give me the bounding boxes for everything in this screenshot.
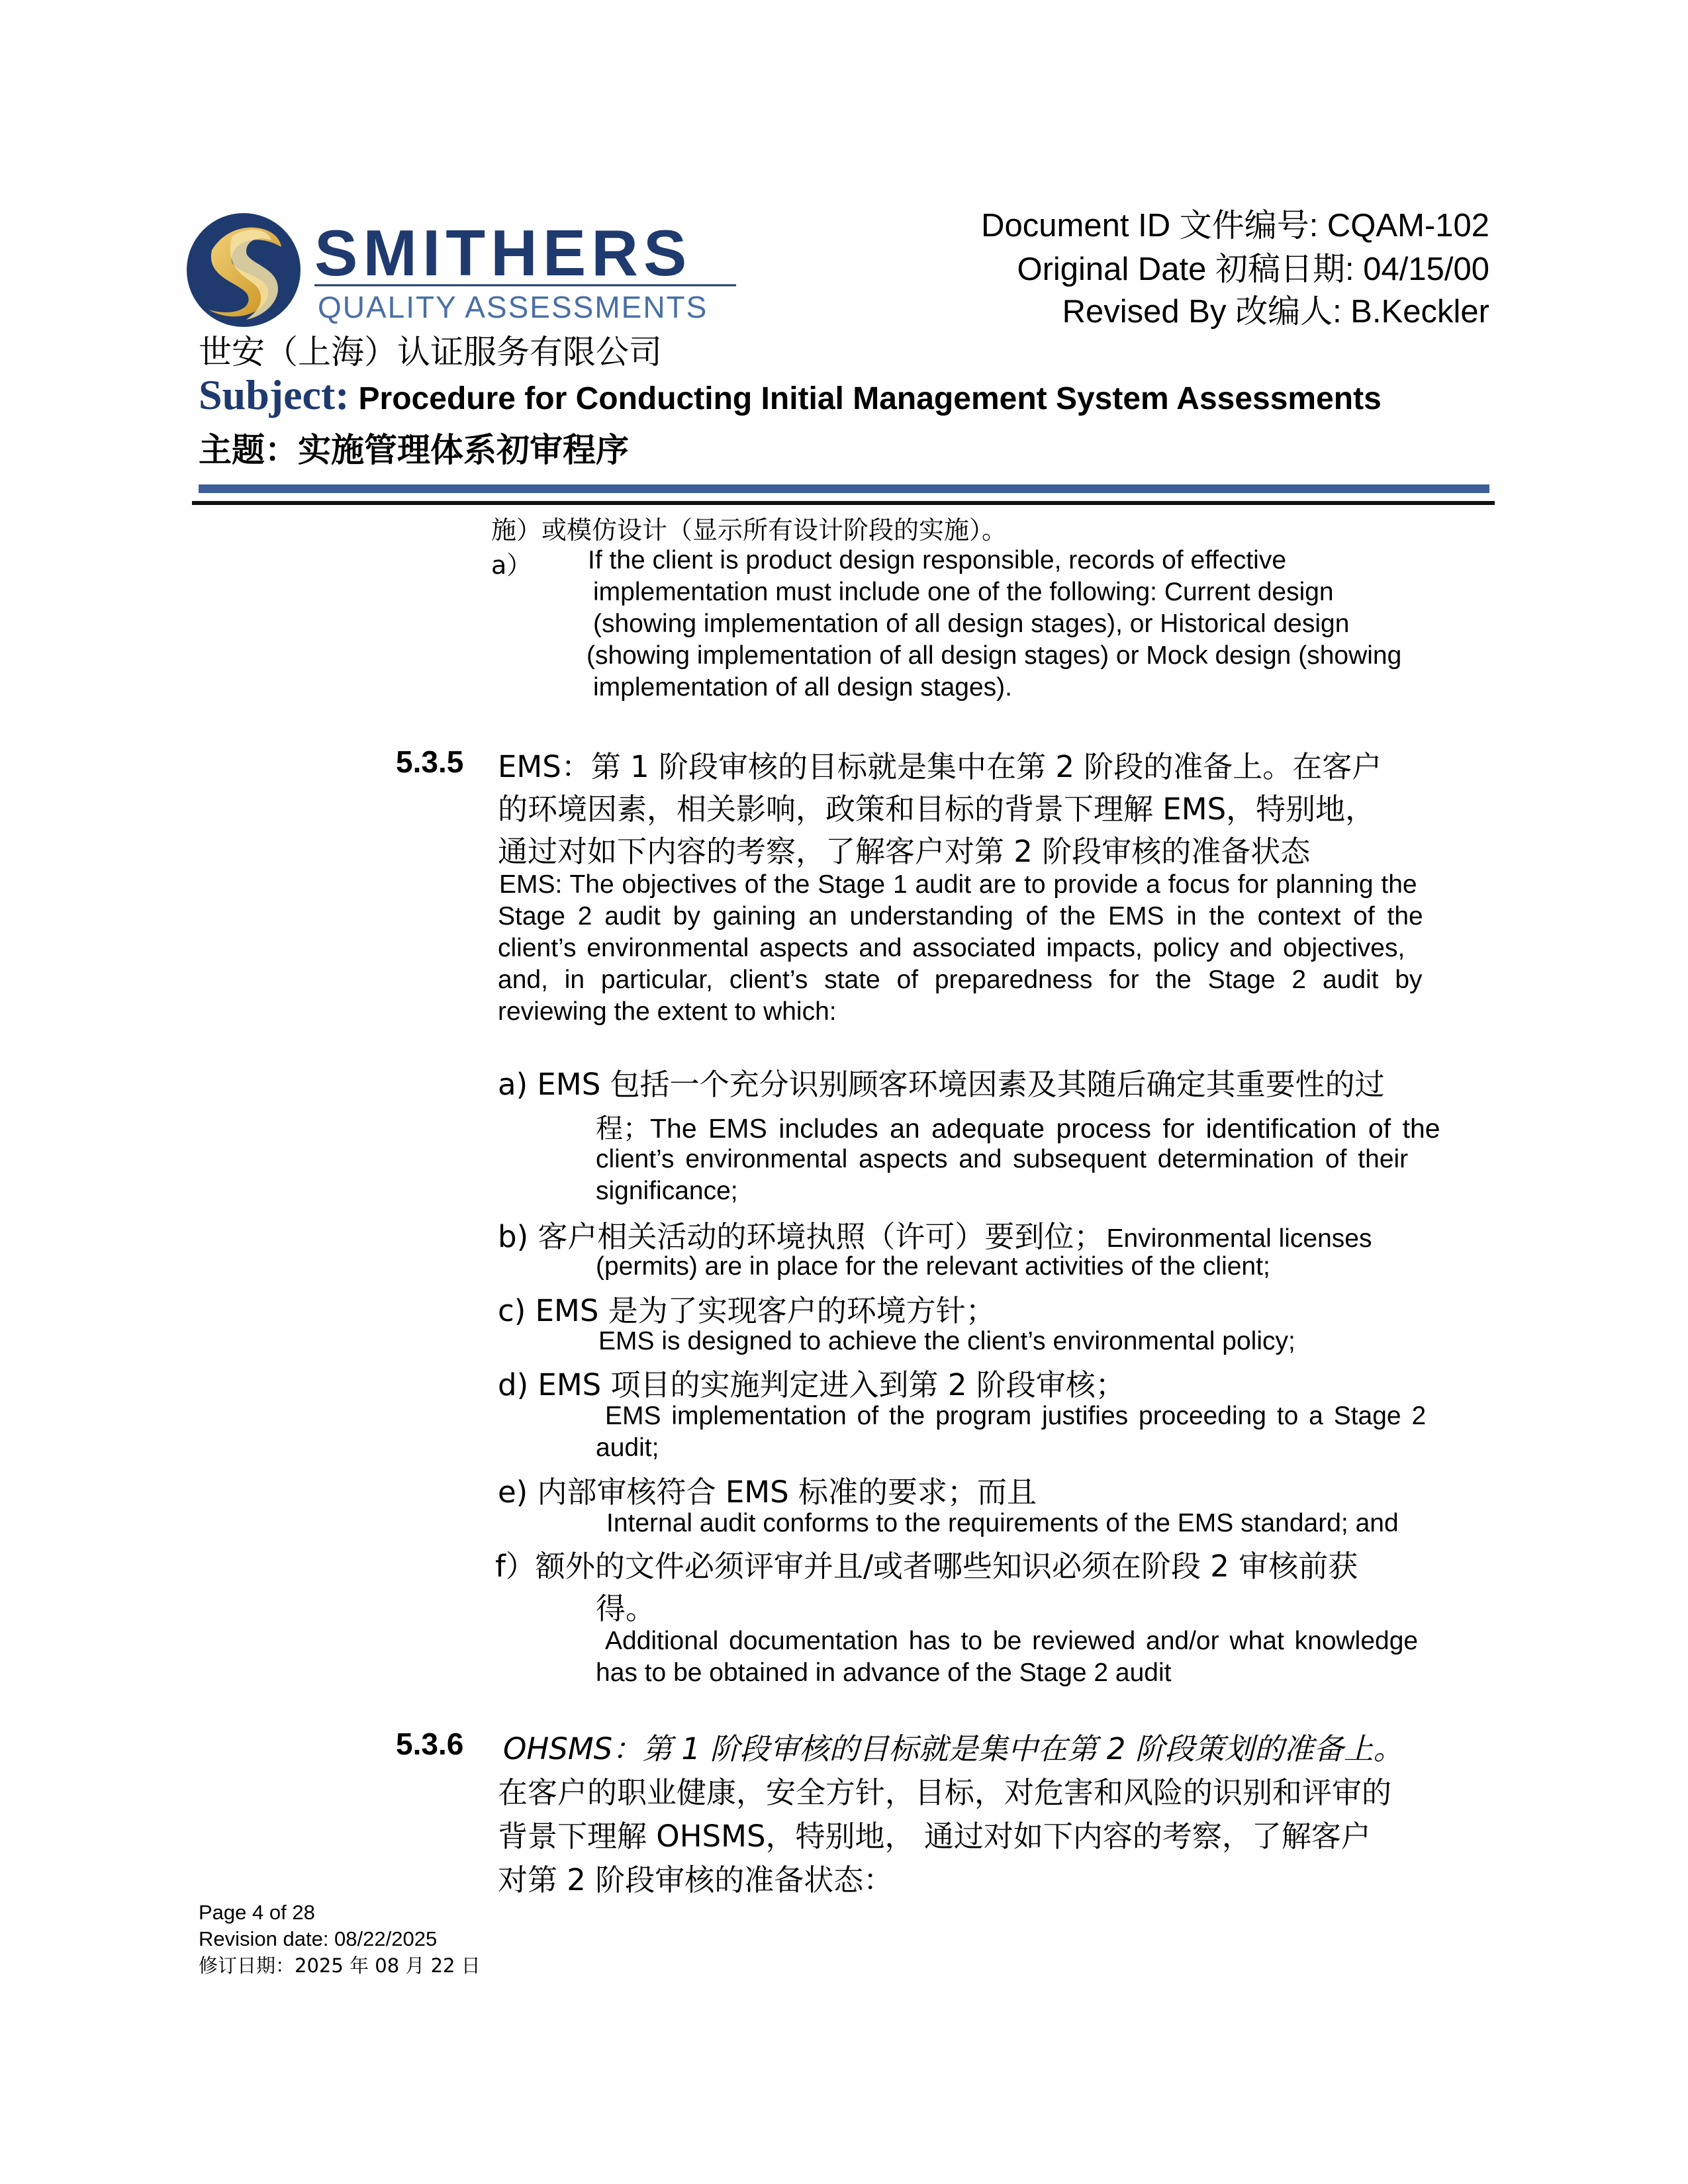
revision-date-cn: 修订日期：2025 年 08 月 22 日 <box>199 1954 481 1977</box>
section-number: 5.3.5 <box>396 745 464 779</box>
subject-title: Procedure for Conducting Initial Management System Assessments <box>358 381 1382 416</box>
subject-label: Subject: <box>199 371 350 418</box>
list-item-a: a) EMS 包括一个充分识别顾客环境因素及其随后确定其重要性的过 <box>498 1067 1385 1102</box>
list-item-f-line: Additional documentation has to be reviewed and/or what knowledge <box>605 1627 1419 1655</box>
continued-item-line: implementation must include one of the following: Current design <box>593 578 1334 606</box>
header-rule-black <box>192 501 1495 505</box>
list-item-e: e) 内部审核符合 EMS 标准的要求；而且 <box>498 1475 1037 1510</box>
list-item-d-line: audit; <box>596 1433 659 1462</box>
page-number: Page 4 of 28 <box>199 1901 315 1924</box>
list-item-c: c) EMS 是为了实现客户的环境方针； <box>498 1293 996 1328</box>
list-item-c-line: EMS is designed to achieve the client’s environmental policy; <box>598 1327 1295 1355</box>
subject-title-cn: 主题：实施管理体系初审程序 <box>199 431 629 469</box>
revision-date: Revision date: 08/22/2025 <box>199 1927 438 1950</box>
list-item-a-cn: 程； <box>596 1113 650 1144</box>
section-535-en-line: and, in particular, client’s state of preparedness for the Stage 2 audit by <box>498 966 1423 994</box>
list-item-b <box>498 1212 1372 1255</box>
section-535-cn-line: 的环境因素，相关影响，政策和目标的背景下理解 EMS，特别地， <box>498 792 1376 827</box>
continued-item-line: implementation of all design stages). <box>593 673 1013 702</box>
list-item-b-line: (permits) are in place for the relevant activities of the client; <box>596 1252 1270 1281</box>
list-item-f-line: 得。 <box>596 1591 656 1626</box>
list-item-e-line: Internal audit conforms to the requirements of the EMS standard; and <box>606 1509 1399 1537</box>
header-rule-blue <box>199 484 1489 493</box>
continued-item-label: a） <box>491 551 532 580</box>
company-name-cn: 世安（上海）认证服务有限公司 <box>199 333 662 371</box>
section-536-line: OHSMS：第 1 阶段审核的目标就是集中在第 2 阶段策划的准备上。 <box>503 1731 1403 1766</box>
list-item-d-line: EMS implementation of the program justifies proceeding to a Stage 2 <box>605 1402 1427 1430</box>
section-535-cn-line: 通过对如下内容的考察，了解客户对第 2 阶段审核的准备状态 <box>498 834 1311 869</box>
section-536-line: 背景下理解 OHSMS，特别地， 通过对如下内容的考察，了解客户 <box>498 1819 1371 1854</box>
subject-line <box>199 371 1382 420</box>
section-535-cn-line: EMS：第 1 阶段审核的目标就是集中在第 2 阶段的准备上。在客户 <box>498 749 1382 784</box>
continued-item-line: (showing implementation of all design stages) or Mock design (showing <box>586 641 1402 670</box>
revised-by: Revised By 改编人: B.Keckler <box>1062 294 1489 330</box>
continued-text-cn: 施）或模仿设计（显示所有设计阶段的实施）。 <box>491 516 1008 545</box>
continued-item-line: (showing implementation of all design stages), or Historical design <box>593 610 1350 638</box>
list-item-a-line: significance; <box>596 1177 738 1205</box>
logo-tagline: QUALITY ASSESSMENTS <box>318 290 708 324</box>
section-535-en-line: client’s environmental aspects and associated impacts, policy and objectives, <box>498 934 1405 962</box>
list-item-b-en: Environmental licenses <box>1106 1224 1372 1253</box>
original-date: Original Date 初稿日期: 04/15/00 <box>1017 251 1489 287</box>
smithers-logo-mark <box>185 210 741 330</box>
company-logo <box>185 210 741 330</box>
section-535-en-line: Stage 2 audit by gaining an understanding of the EMS in the context of the <box>498 902 1423 931</box>
list-item-f: f）额外的文件必须评审并且/或者哪些知识必须在阶段 2 审核前获 <box>495 1549 1358 1584</box>
list-item-f-line: has to be obtained in advance of the Stage 2 audit <box>596 1659 1172 1687</box>
page-footer <box>199 1899 481 1979</box>
continued-item-line: If the client is product design responsible, records of effective <box>588 546 1287 574</box>
list-item-d: d) EMS 项目的实施判定进入到第 2 阶段审核； <box>498 1367 1125 1402</box>
list-item-a-en: The EMS includes an adequate process for identification of the <box>650 1113 1440 1144</box>
section-535-en-line: reviewing the extent to which: <box>498 997 837 1026</box>
section-number: 5.3.6 <box>396 1727 464 1761</box>
section-536-line: 对第 2 阶段审核的准备状态： <box>498 1862 894 1897</box>
section-535-en-line: EMS: The objectives of the Stage 1 audit are to provide a focus for planning the <box>499 870 1417 899</box>
list-item-b-cn: b) 客户相关活动的环境执照（许可）要到位； <box>498 1219 1104 1254</box>
document-id: Document ID 文件编号: CQAM-102 <box>981 208 1489 244</box>
logo-wordmark: SMITHERS <box>314 216 692 289</box>
list-item-a-line: client’s environmental aspects and subsequent determination of their <box>596 1145 1409 1173</box>
section-536-line: 在客户的职业健康，安全方针，目标，对危害和风险的识别和评审的 <box>498 1775 1392 1810</box>
list-item-a-line <box>596 1107 1440 1146</box>
